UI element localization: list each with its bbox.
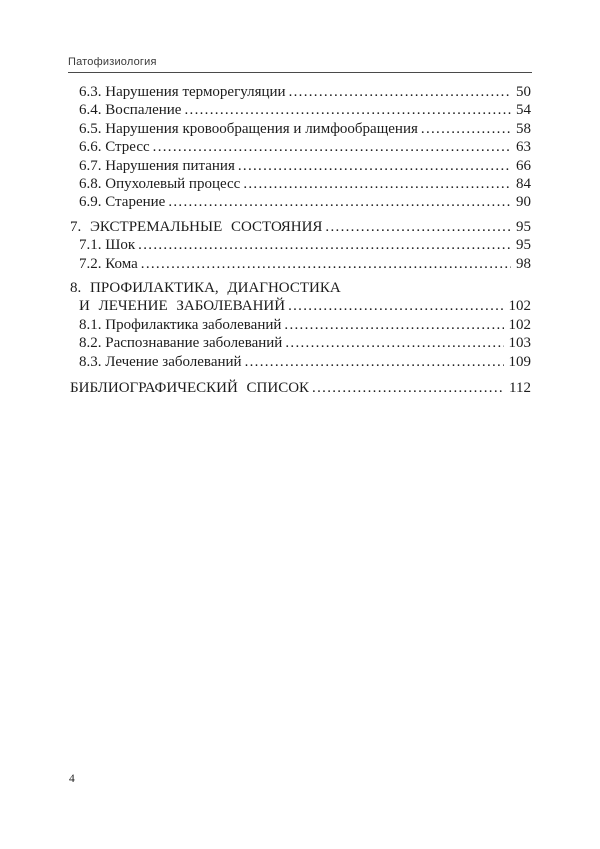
toc-row [68,255,531,273]
dot-leader [284,316,503,334]
toc-row [68,83,531,101]
toc-entry-page: 109 [508,353,531,370]
running-header-title: Патофизиология [68,56,157,68]
dot-leader [312,379,504,397]
toc-entry-label: БИБЛИОГРАФИЧЕСКИЙ СПИСОК [70,380,310,397]
toc-row [68,316,531,334]
toc-row [68,193,531,211]
toc-entry-label: 6.3. Нарушения терморегуляции [79,84,286,100]
dot-leader [153,138,511,156]
toc-row [68,138,531,156]
dot-leader [238,157,511,175]
toc-entry-page: 63 [516,139,531,156]
header-rule [68,72,532,73]
toc-row [68,120,531,138]
dot-leader [243,175,511,193]
toc-entry-page: 103 [508,335,531,352]
toc-entry-label: 6.4. Воспаление [79,102,182,119]
toc-entry-label: 6.5. Нарушения кровообращения и лимфообращения [79,120,418,137]
toc-entry-label: 6.7. Нарушения питания [79,157,235,174]
dot-leader [141,255,511,273]
dot-leader [285,334,503,352]
toc-row [68,101,531,119]
toc-entry-label: И ЛЕЧЕНИЕ ЗАБОЛЕВАНИЙ [79,298,286,315]
toc-row [68,297,531,315]
toc-group [68,218,531,273]
toc-group [68,83,531,212]
toc-row [68,236,531,254]
toc-entry-label: 8.2. Распознавание заболеваний [79,335,283,352]
toc-entry-page: 102 [508,298,531,315]
toc-row [68,353,531,371]
dot-leader [168,193,511,211]
toc-entry-page: 98 [516,255,531,272]
toc-row [68,175,531,193]
toc-entry-page: 95 [516,237,531,254]
dot-leader [245,353,504,371]
toc-entry-label: 6.6. Стресс [79,139,150,156]
toc-entry-label: 6.8. Опухолевый процесс [79,176,241,193]
dot-leader [325,218,511,236]
dot-leader [184,101,511,119]
toc-entry-page: 54 [516,102,531,119]
toc-entry-label: 7.2. Кома [79,255,138,272]
toc-entry-page: 50 [516,84,531,100]
toc-row [68,334,531,352]
toc-entry-label: 7. ЭКСТРЕМАЛЬНЫЕ СОСТОЯНИЯ [70,218,323,235]
toc-entry-label: 6.9. Старение [79,194,166,211]
toc-entry-page: 90 [516,194,531,211]
dot-leader [138,236,511,254]
toc-group [68,379,531,397]
toc-entry-page: 84 [516,176,531,193]
toc-row [68,379,531,397]
toc-row [68,157,531,175]
toc [68,83,531,398]
toc-entry-page: 102 [508,316,531,333]
toc-entry-label: 7.1. Шок [79,237,136,254]
toc-entry-page: 66 [516,157,531,174]
toc-entry-page: 95 [516,218,531,235]
toc-entry-label: 8. ПРОФИЛАКТИКА, ДИАГНОСТИКА [70,280,341,297]
dot-leader [289,83,511,101]
toc-row [68,218,531,236]
toc-group [68,279,531,371]
toc-entry-label: 8.3. Лечение заболеваний [79,353,242,370]
toc-entry-page: 112 [509,380,531,397]
toc-entry-page: 58 [516,120,531,137]
dot-leader [421,120,511,138]
dot-leader [288,297,503,315]
footer-page-number: 4 [69,773,75,785]
toc-entry-label: 8.1. Профилактика заболеваний [79,316,282,333]
toc-row [68,279,531,297]
